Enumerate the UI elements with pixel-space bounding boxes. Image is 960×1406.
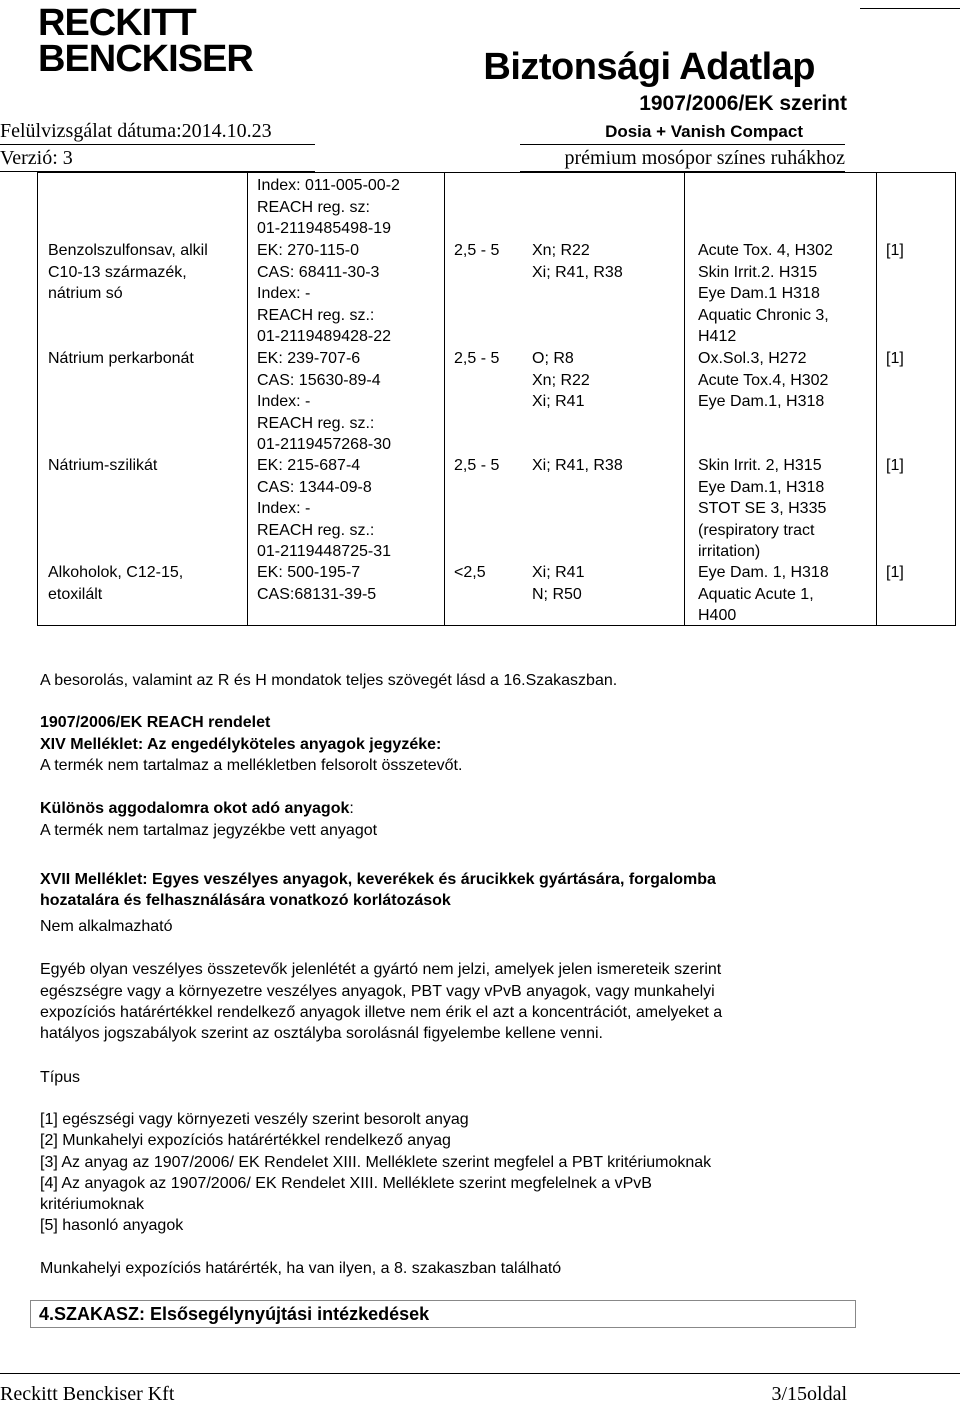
table-cell-concentration: 2,5 - 5 <box>454 457 500 474</box>
table-column-divider <box>876 173 877 625</box>
reach-heading: 1907/2006/EK REACH rendelet <box>40 714 271 731</box>
table-column-divider <box>684 173 685 625</box>
other-substances-line-3: expozíciós határértékkel rendelkező anyagok illetve nem érik el azt a koncentrációt, amelyeket a <box>40 1004 723 1021</box>
type-item: [1] egészségi vagy környezeti veszély szerint besorolt anyag <box>40 1111 469 1128</box>
regulation-subtitle: 1907/2006/EK szerint <box>639 92 847 115</box>
version: Verzió: 3 <box>0 147 73 169</box>
annex17-heading-line-2: hozatalára és felhasználására vonatkozó korlátozások <box>40 892 451 909</box>
annex17-text: Nem alkalmazható <box>40 918 173 935</box>
annex14-text: A termék nem tartalmaz a mellékletben felsorolt összetevőt. <box>40 757 463 774</box>
table-cell-type: [1] <box>886 457 904 474</box>
table-cell-type: [1] <box>886 564 904 581</box>
composition-table <box>37 172 956 626</box>
product-name-line-2: prémium mosópor színes ruhákhoz <box>564 147 845 169</box>
table-cell-name: Nátrium perkarbonát <box>48 350 194 367</box>
type-item: [5] hasonló anyagok <box>40 1217 184 1234</box>
svhc-heading-line <box>40 798 354 819</box>
other-substances-line-1: Egyéb olyan veszélyes összetevők jelenlétét a gyártó nem jelzi, amelyek jelen ismereteik szerint <box>40 961 722 978</box>
table-cell-clp-classification: Eye Dam. 1, H318 Aquatic Acute 1, H400 <box>698 564 829 624</box>
logo-line-2: BENCKISER <box>38 38 253 80</box>
classification-note: A besorolás, valamint az R és H mondatok teljes szövegét lásd a 16.Szakaszban. <box>40 672 618 689</box>
table-column-divider <box>247 173 248 625</box>
document-title: Biztonsági Adatlap <box>483 46 815 88</box>
revision-date: Felülvizsgálat dátuma:2014.10.23 <box>0 120 272 142</box>
table-cell-dsd-classification: Xi; R41 N; R50 <box>532 564 585 603</box>
type-item: [4] Az anyagok az 1907/2006/ EK Rendelet XIII. Melléklete szerint megfelelnek a vPvB <box>40 1175 652 1192</box>
section-4-heading-box <box>30 1300 856 1328</box>
table-cell-name: Nátrium-szilikát <box>48 457 158 474</box>
svhc-heading: Különös aggodalomra okot adó anyagok <box>40 800 350 817</box>
table-cell-dsd-classification: Xn; R22 Xi; R41, R38 <box>532 242 623 281</box>
type-item: kritériumoknak <box>40 1196 145 1213</box>
logo-line-1: RECKITT <box>38 2 196 44</box>
company-logo <box>38 2 253 84</box>
footer-company: Reckitt Benckiser Kft <box>0 1383 175 1405</box>
table-cell-concentration: <2,5 <box>454 564 486 581</box>
annex17-heading-line-1: XVII Melléklet: Egyes veszélyes anyagok, keverékek és árucikkek gyártására, forgalomba <box>40 871 716 888</box>
exposure-note: Munkahelyi expozíciós határérték, ha van ilyen, a 8. szakaszban található <box>40 1260 562 1277</box>
type-item: [3] Az anyag az 1907/2006/ EK Rendelet XIII. Melléklete szerint megfelel a PBT kritériumoknak <box>40 1154 712 1171</box>
table-cell-ids: EK: 500-195-7 CAS:68131-39-5 <box>257 564 377 603</box>
table-cell-ids: EK: 215-687-4 CAS: 1344-09-8 Index: - REACH reg. sz.: 01-2119448725-31 <box>257 457 392 560</box>
header-rule-top <box>860 8 960 9</box>
section-4-heading: 4.SZAKASZ: Elsősegélynyújtási intézkedések <box>39 1304 430 1324</box>
table-cell-concentration: 2,5 - 5 <box>454 350 500 367</box>
header-rule-right-1 <box>520 144 845 145</box>
table-cell-ids: EK: 239-707-6 CAS: 15630-89-4 Index: - REACH reg. sz.: 01-2119457268-30 <box>257 350 392 453</box>
table-cell-concentration: 2,5 - 5 <box>454 242 500 259</box>
table-cell-ids: Index: 011-005-00-2 REACH reg. sz: 01-2119485498-19 <box>257 177 400 237</box>
svhc-text: A termék nem tartalmaz jegyzékbe vett anyagot <box>40 822 378 839</box>
table-cell-name: Alkoholok, C12-15, etoxilált <box>48 564 184 603</box>
type-label: Típus <box>40 1069 81 1086</box>
table-column-divider <box>444 173 445 625</box>
header-rule-left-1 <box>0 144 315 145</box>
annex14-heading: XIV Melléklet: Az engedélyköteles anyagok jegyzéke: <box>40 736 442 753</box>
other-substances-line-4: hatályos jogszabályok szerint az osztályba sorolásnál figyelembe kellene venni. <box>40 1025 603 1042</box>
footer-page-number: 3/15oldal <box>771 1383 847 1405</box>
table-cell-dsd-classification: Xi; R41, R38 <box>532 457 623 474</box>
table-cell-clp-classification: Acute Tox. 4, H302 Skin Irrit.2. H315 Eye Dam.1 H318 Aquatic Chronic 3, H412 <box>698 242 833 345</box>
table-cell-name: Benzolszulfonsav, alkil C10-13 származék, nátrium só <box>48 242 208 302</box>
other-substances-line-2: egészségre vagy a környezetre veszélyes anyagok, PBT vagy vPvB anyagok, vagy munkahelyi <box>40 983 715 1000</box>
svhc-colon: : <box>349 800 354 817</box>
table-cell-clp-classification: Skin Irrit. 2, H315 Eye Dam.1, H318 STOT SE 3, H335 (respiratory tract irritation) <box>698 457 827 560</box>
footer-rule <box>0 1373 960 1374</box>
table-cell-ids: EK: 270-115-0 CAS: 68411-30-3 Index: - REACH reg. sz.: 01-2119489428-22 <box>257 242 392 345</box>
type-item: [2] Munkahelyi expozíciós határértékkel rendelkező anyag <box>40 1132 451 1149</box>
table-cell-type: [1] <box>886 242 904 259</box>
table-cell-clp-classification: Ox.Sol.3, H272 Acute Tox.4, H302 Eye Dam.1, H318 <box>698 350 829 410</box>
table-cell-type: [1] <box>886 350 904 367</box>
product-name-line-1: Dosia + Vanish Compact <box>605 122 803 141</box>
table-cell-dsd-classification: O; R8 Xn; R22 Xi; R41 <box>532 350 590 410</box>
